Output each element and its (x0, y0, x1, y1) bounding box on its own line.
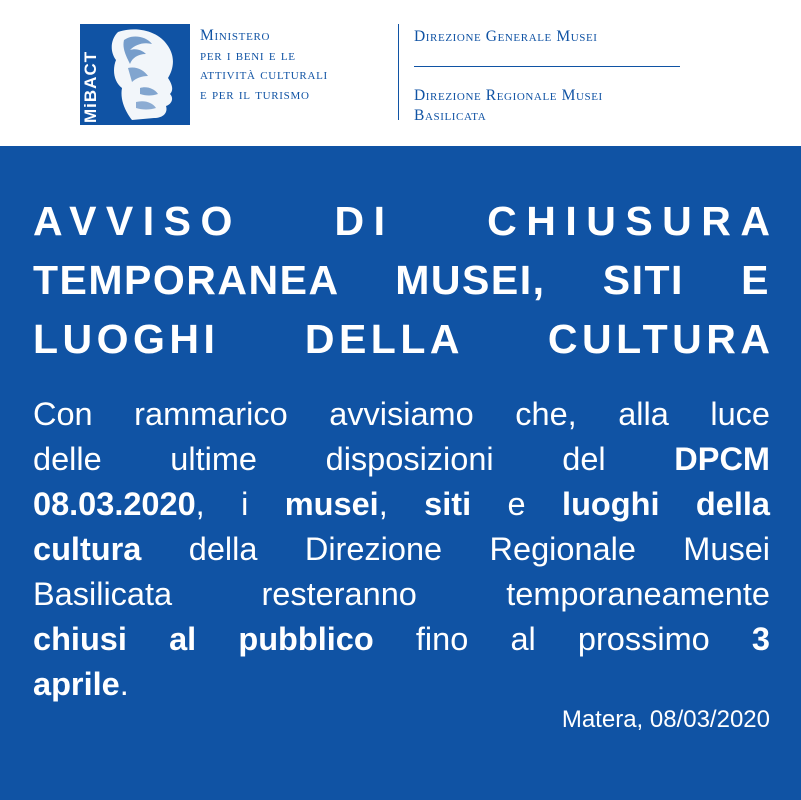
body-line (33, 392, 770, 437)
body-bold: 3 (751, 621, 770, 657)
body-text: Basilicata resteranno temporaneamente (33, 576, 770, 612)
body-line (33, 482, 770, 527)
vertical-divider (398, 24, 399, 120)
direzione-regionale (414, 86, 603, 125)
notice-title (33, 192, 780, 369)
body-text: delle ultime disposizioni del (33, 441, 675, 477)
body-bold: siti (424, 486, 472, 522)
direzione-regionale-line: Direzione Regionale Musei (414, 87, 603, 104)
body-line (33, 662, 770, 707)
body-bold: aprile (33, 666, 120, 702)
body-text: , i (195, 486, 285, 522)
body-text: della Direzione Regionale Musei (141, 531, 770, 567)
ministry-line: Ministero (200, 27, 271, 44)
mibact-logo (80, 24, 190, 125)
horizontal-divider (414, 66, 680, 67)
direzione-generale: Direzione Generale Musei (414, 28, 598, 45)
body-line (33, 437, 770, 482)
logo-text: MiBACT (81, 50, 100, 123)
body-bold: luoghi della (562, 486, 770, 522)
body-bold: DPCM (674, 441, 770, 477)
title-line: AVVISO DI CHIUSURA (33, 198, 780, 244)
title-line: TEMPORANEA MUSEI, SITI E (33, 257, 770, 303)
body-bold: musei (284, 486, 379, 522)
title-line: LUOGHI DELLA CULTURA (33, 316, 775, 362)
body-text: fino al prossimo (373, 621, 752, 657)
body-bold: cultura (33, 531, 142, 567)
ministry-line: per i beni e le (200, 46, 296, 64)
header (0, 0, 801, 146)
place-date-signature: Matera, 08/03/2020 (561, 706, 770, 733)
ministry-line: e per il turismo (200, 85, 310, 103)
notice-panel (0, 146, 801, 800)
body-text: , (378, 486, 425, 522)
notice-body (33, 392, 770, 707)
body-line (33, 527, 770, 572)
body-text: e (471, 486, 563, 522)
body-bold: chiusi al pubblico (33, 621, 374, 657)
body-text: Con rammarico avvisiamo che, alla luce (33, 396, 770, 432)
direzione-regionale-line: Basilicata (414, 106, 487, 124)
body-bold: 08.03.2020 (33, 486, 196, 522)
body-line (33, 572, 770, 617)
ministry-line: attività culturali (200, 66, 328, 83)
body-text: . (119, 666, 129, 702)
body-line (33, 617, 770, 662)
ministry-name (200, 26, 328, 104)
